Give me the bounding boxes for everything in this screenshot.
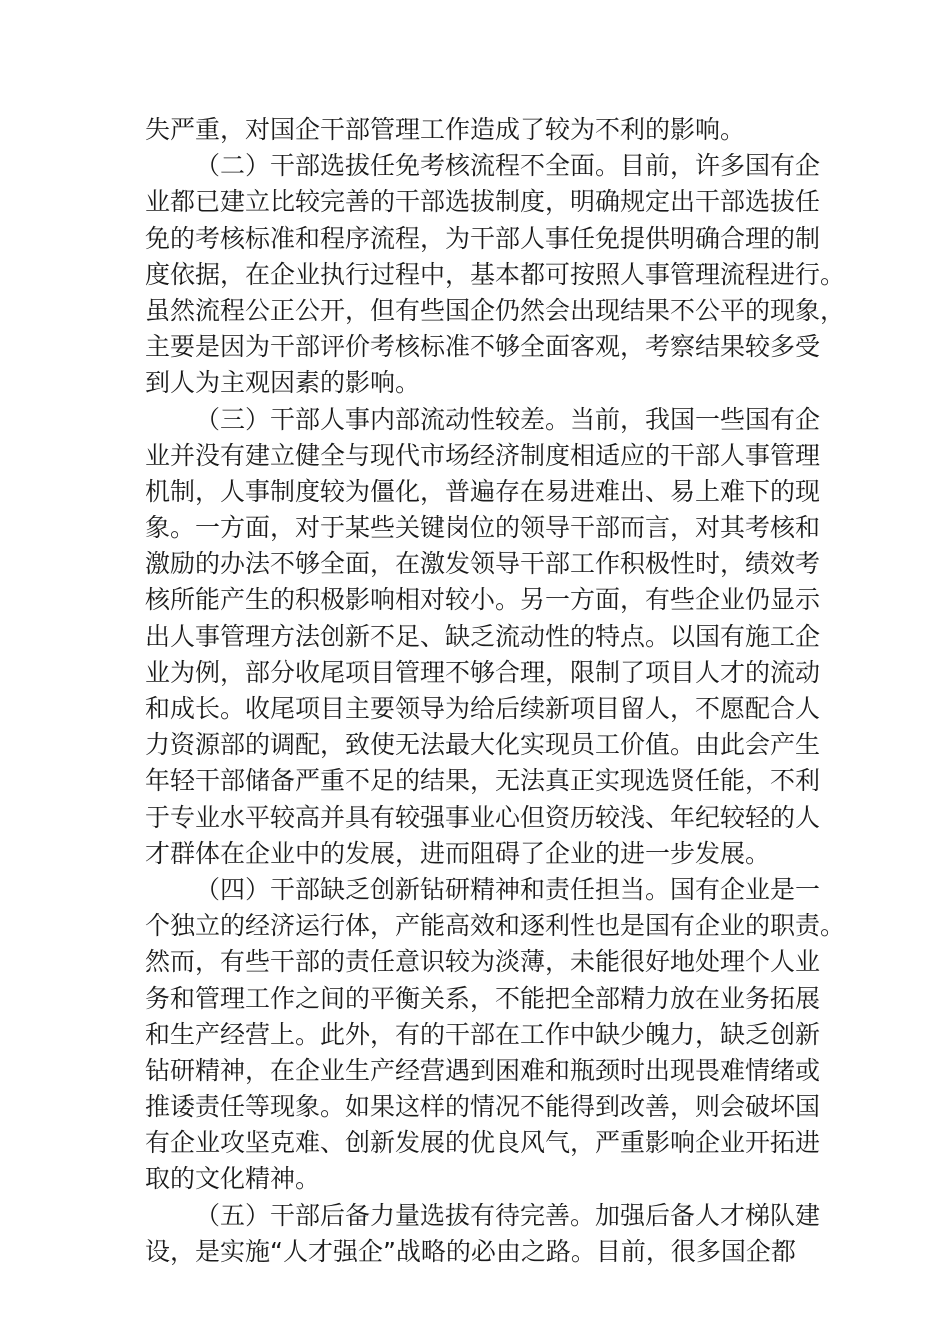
body-text <box>145 112 846 1270</box>
paragraph-line: 机制，人事制度较为僵化，普遍存在易进难出、易上难下的现 <box>145 476 821 506</box>
paragraph-line: 和生产经营上。此外，有的干部在工作中缺少魄力，缺乏创新 <box>145 1019 821 1049</box>
paragraph-line: 和成长。收尾项目主要领导为给后续新项目留人，不愿配合人 <box>145 694 821 723</box>
paragraph-first-line: （三）干部人事内部流动性较差。当前，我国一些国有企 <box>195 404 821 434</box>
paragraph-line: 象。一方面，对于某些关键岗位的领导干部而言，对其考核和 <box>145 513 821 543</box>
paragraph-line: 业并没有建立健全与现代市场经济制度相适应的干部人事管理 <box>145 440 821 470</box>
paragraph-line: 业都已建立比较完善的干部选拔制度，明确规定出干部选拔任 <box>145 187 821 217</box>
paragraph-line: 于专业水平较高并具有较强事业心但资历较浅、年纪较轻的人 <box>145 802 821 832</box>
paragraph-line: 然而，有些干部的责任意识较为淡薄，未能很好地处理个人业 <box>145 947 821 977</box>
paragraph-line: 失严重，对国企干部管理工作造成了较为不利的影响。 <box>145 115 746 144</box>
paragraph-first-line: （二）干部选拔任免考核流程不全面。目前，许多国有企 <box>195 151 821 181</box>
paragraph-line: 到人为主观因素的影响。 <box>145 368 421 398</box>
paragraph-line: 设，是实施“人才强企”战略的必由之路。目前，很多国企都 <box>145 1236 796 1266</box>
paragraph-line: 虽然流程公正公开，但有些国企仍然会出现结果不公平的现象， <box>145 295 846 325</box>
paragraph-line: 才群体在企业中的发展，进而阻碍了企业的进一步发展。 <box>145 838 771 868</box>
paragraph-first-line: （四）干部缺乏创新钻研精神和责任担当。国有企业是一 <box>195 874 821 904</box>
paragraph-line: 力资源部的调配，致使无法最大化实现员工价值。由此会产生 <box>145 730 821 760</box>
paragraph-line: 务和管理工作之间的平衡关系，不能把全部精力放在业务拓展 <box>145 983 821 1013</box>
paragraph-first-line: （五）干部后备力量选拔有待完善。加强后备人才梯队建 <box>195 1200 821 1230</box>
paragraph-line: 推诿责任等现象。如果这样的情况不能得到改善，则会破坏国 <box>145 1092 821 1122</box>
paragraph-line: 个独立的经济运行体，产能高效和逐利性也是国有企业的职责。 <box>145 911 846 941</box>
paragraph-line: 出人事管理方法创新不足、缺乏流动性的特点。以国有施工企 <box>145 621 821 651</box>
paragraph-line: 业为例，部分收尾项目管理不够合理，限制了项目人才的流动 <box>145 657 821 687</box>
paragraph-line: 钻研精神，在企业生产经营遇到困难和瓶颈时出现畏难情绪或 <box>145 1055 821 1085</box>
paragraph-line: 核所能产生的积极影响相对较小。另一方面，有些企业仍显示 <box>145 585 821 615</box>
paragraph-line: 激励的办法不够全面，在激发领导干部工作积极性时，绩效考 <box>145 549 821 579</box>
paragraph-line: 有企业攻坚克难、创新发展的优良风气，严重影响企业开拓进 <box>145 1128 821 1158</box>
paragraph-line: 度依据，在企业执行过程中，基本都可按照人事管理流程进行。 <box>145 259 846 289</box>
paragraph-line: 主要是因为干部评价考核标准不够全面客观，考察结果较多受 <box>145 332 821 362</box>
paragraph-line: 免的考核标准和程序流程，为干部人事任免提供明确合理的制 <box>145 223 821 253</box>
paragraph-line: 年轻干部储备严重不足的结果，无法真正实现选贤任能，不利 <box>145 766 821 796</box>
paragraph-line: 取的文化精神。 <box>145 1164 321 1194</box>
